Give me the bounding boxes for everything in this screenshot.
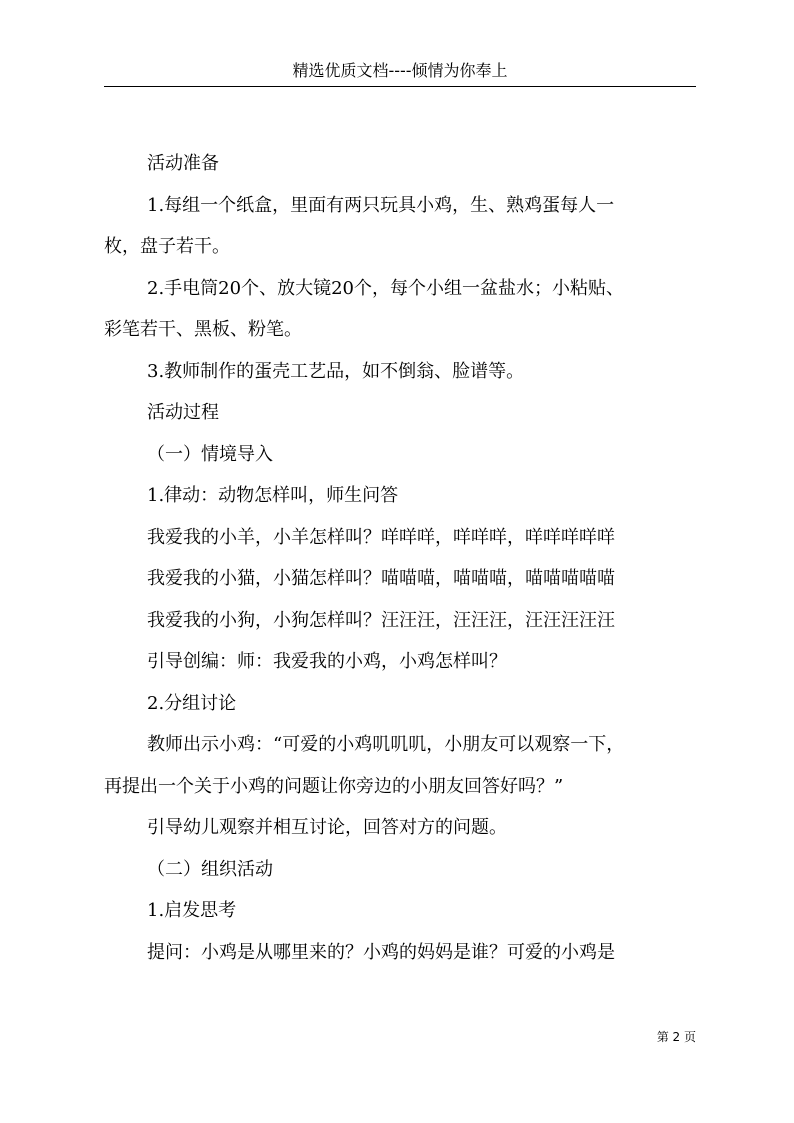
paragraph-line: 我爱我的小猫，小猫怎样叫？喵喵喵，喵喵喵，喵喵喵喵喵 [147,568,615,589]
paragraph-line: 教师出示小鸡：“可爱的小鸡叽叽叽，小朋友可以观察一下， [147,734,625,755]
paragraph-line: 枚，盘子若干。 [104,236,230,257]
paragraph-line: 彩笔若干、黑板、粉笔。 [104,319,302,340]
paragraph-line: 1.律动：动物怎样叫，师生问答 [147,485,399,506]
paragraph-line: 1.启发思考 [147,900,237,921]
paragraph-line: 2.分组讨论 [147,692,237,714]
page-number: 第 2 页 [656,1030,696,1044]
header-rule [104,86,696,87]
page-header: 精选优质文档----倾情为你奉上 [292,61,508,80]
paragraph-line: （一）情境导入 [147,443,273,465]
paragraph-line: 我爱我的小羊，小羊怎样叫？咩咩咩，咩咩咩，咩咩咩咩咩 [147,526,615,548]
paragraph-line: 引导幼儿观察并相互讨论，回答对方的问题。 [147,817,507,838]
paragraph-line: 2.手电筒20个、放大镜20个，每个小组一盆盐水；小粘贴、 [147,277,624,299]
paragraph-line: 提问：小鸡是从哪里来的？小鸡的妈妈是谁？可爱的小鸡是 [147,941,615,963]
paragraph-line: （二）组织活动 [147,858,273,880]
paragraph-line: 引导创编：师：我爱我的小鸡，小鸡怎样叫？ [147,651,507,672]
paragraph-line: 1.每组一个纸盒，里面有两只玩具小鸡，生、熟鸡蛋每人一 [147,194,615,216]
paragraph-line: 我爱我的小狗，小狗怎样叫？汪汪汪，汪汪汪，汪汪汪汪汪 [147,609,615,631]
paragraph-line: 3.教师制作的蛋壳工艺品，如不倒翁、脸谱等。 [147,360,525,382]
paragraph-line: 活动过程 [147,402,219,423]
paragraph-line: 活动准备 [147,153,219,174]
paragraph-line: 再提出一个关于小鸡的问题让你旁边的小朋友回答好吗？” [104,775,564,797]
document-body [104,143,696,973]
